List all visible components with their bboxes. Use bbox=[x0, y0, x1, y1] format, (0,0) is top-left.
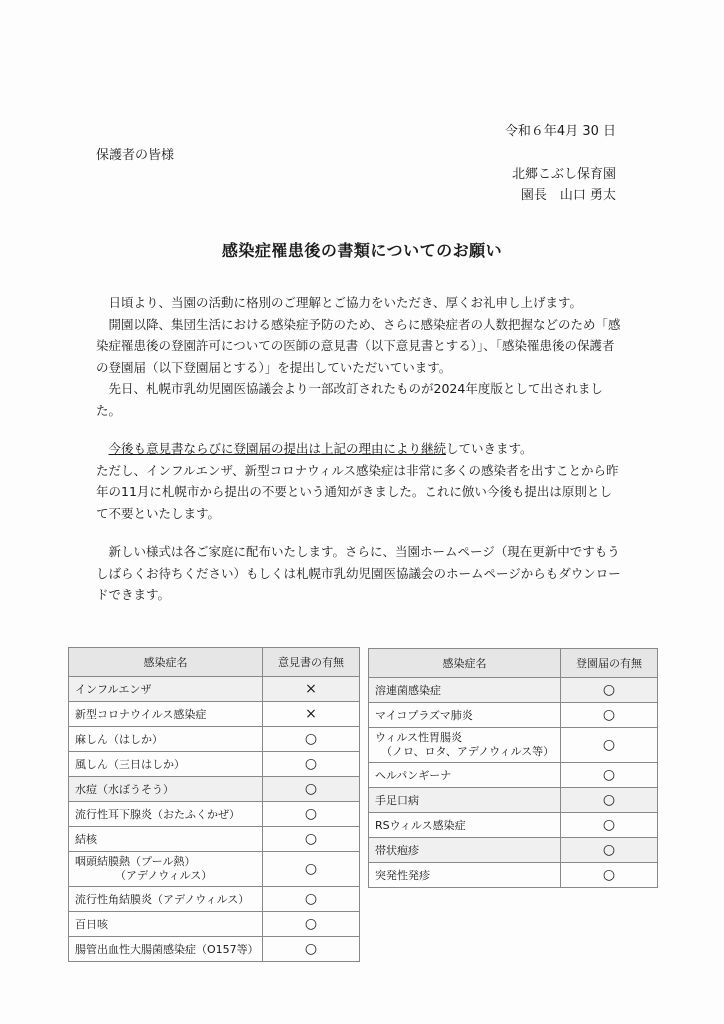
mark-cross: × bbox=[263, 677, 360, 702]
table-header-opinion: 意見書の有無 bbox=[263, 648, 360, 677]
addressee: 保護者の皆様 bbox=[96, 148, 175, 163]
table-row: 流行性耳下腺炎（おたふくかぜ） ○ bbox=[69, 802, 360, 827]
table-row: ヘルパンギーナ ○ bbox=[369, 763, 658, 788]
mark-circle: ○ bbox=[263, 852, 360, 887]
table-header-disease: 感染症名 bbox=[369, 649, 561, 678]
letter-body bbox=[96, 292, 624, 606]
organization-name: 北郷こぶし保育園 bbox=[511, 167, 616, 182]
mark-circle: ○ bbox=[263, 777, 360, 802]
mark-circle: ○ bbox=[561, 788, 658, 813]
table-row: 流行性角結膜炎（アデノウィルス） ○ bbox=[69, 887, 360, 912]
mark-circle: ○ bbox=[561, 678, 658, 703]
table-row: ウィルス性胃腸炎 （ノロ、ロタ、アデノウィルス等） ○ bbox=[369, 728, 658, 763]
mark-circle: ○ bbox=[263, 752, 360, 777]
paragraph-continuation: 今後も意見書ならびに登園届の提出は上記の理由により継続していきます。 bbox=[108, 441, 533, 456]
table-row: 水痘（水ぼうそう） ○ bbox=[69, 777, 360, 802]
table-row: インフルエンザ × bbox=[69, 677, 360, 702]
table-row: 突発性発疹 ○ bbox=[369, 863, 658, 888]
document-date: 令和６年4月 30 日 bbox=[504, 124, 616, 139]
mark-circle: ○ bbox=[561, 813, 658, 838]
document-title: 感染症罹患後の書類についてのお願い bbox=[221, 241, 503, 260]
table-row: 麻しん（はしか） ○ bbox=[69, 727, 360, 752]
table-row: 腸管出血性大腸菌感染症（O157等） ○ bbox=[69, 937, 360, 962]
paragraph-exception: ただし、インフルエンザ、新型コロナウィルス感染症は非常に多くの感染者を出すことから昨年の11月に札幌市から提出の不要という通知がきました。これに倣い今後も提出は原則として不要といたします。 bbox=[96, 462, 619, 521]
table-header-disease: 感染症名 bbox=[69, 648, 263, 677]
mark-circle: ○ bbox=[561, 728, 658, 763]
table-row: 手足口病 ○ bbox=[369, 788, 658, 813]
mark-cross: × bbox=[263, 702, 360, 727]
mark-circle: ○ bbox=[263, 827, 360, 852]
table-row: RSウィルス感染症 ○ bbox=[369, 813, 658, 838]
sender-block bbox=[512, 164, 616, 206]
director-name: 園長 山口 勇太 bbox=[520, 188, 616, 203]
paragraph-revision: 先日、札幌市乳幼児園医協議会より一部改訂されたものが2024年度版として出されました。 bbox=[96, 381, 603, 418]
table-row: 百日咳 ○ bbox=[69, 912, 360, 937]
mark-circle: ○ bbox=[561, 863, 658, 888]
paragraph-background: 開園以降、集団生活における感染症予防のため、さらに感染症者の人数把握などのため「感染症罹患後の登園許可についての医師の意見書（以下意見書とする）」、「感染罹患後の保護者の登園届（以下登園届とする）」を提出していただいています。 bbox=[96, 316, 621, 375]
table-row: マイコプラズマ肺炎 ○ bbox=[369, 703, 658, 728]
mark-circle: ○ bbox=[561, 838, 658, 863]
mark-circle: ○ bbox=[561, 763, 658, 788]
table-row: 溶連菌感染症 ○ bbox=[369, 678, 658, 703]
table-header-attendance: 登園届の有無 bbox=[561, 649, 658, 678]
opinion-form-table bbox=[68, 647, 360, 962]
table-row: 帯状疱疹 ○ bbox=[369, 838, 658, 863]
mark-circle: ○ bbox=[263, 887, 360, 912]
paragraph-forms: 新しい様式は各ご家庭に配布いたします。さらに、当園ホームページ（現在更新中ですもうしばらくお待ちください）もしくは札幌市乳幼児園医協議会のホームページからもダウンロードできます。 bbox=[96, 544, 621, 602]
mark-circle: ○ bbox=[263, 937, 360, 962]
mark-circle: ○ bbox=[263, 727, 360, 752]
mark-circle: ○ bbox=[561, 703, 658, 728]
underlined-text: 今後も意見書ならびに登園届の提出は上記の理由により継続 bbox=[108, 441, 447, 456]
mark-circle: ○ bbox=[263, 912, 360, 937]
paragraph-greeting: 日頃より、当園の活動に格別のご理解とご協力をいただき、厚くお礼申し上げます。 bbox=[108, 295, 583, 310]
table-row: 結核 ○ bbox=[69, 827, 360, 852]
mark-circle: ○ bbox=[263, 802, 360, 827]
attendance-form-table bbox=[368, 648, 658, 888]
table-row: 咽頭結膜熱（プール熱） （アデノウィルス） ○ bbox=[69, 852, 360, 887]
table-row: 風しん（三日はしか） ○ bbox=[69, 752, 360, 777]
table-row: 新型コロナウイルス感染症 × bbox=[69, 702, 360, 727]
